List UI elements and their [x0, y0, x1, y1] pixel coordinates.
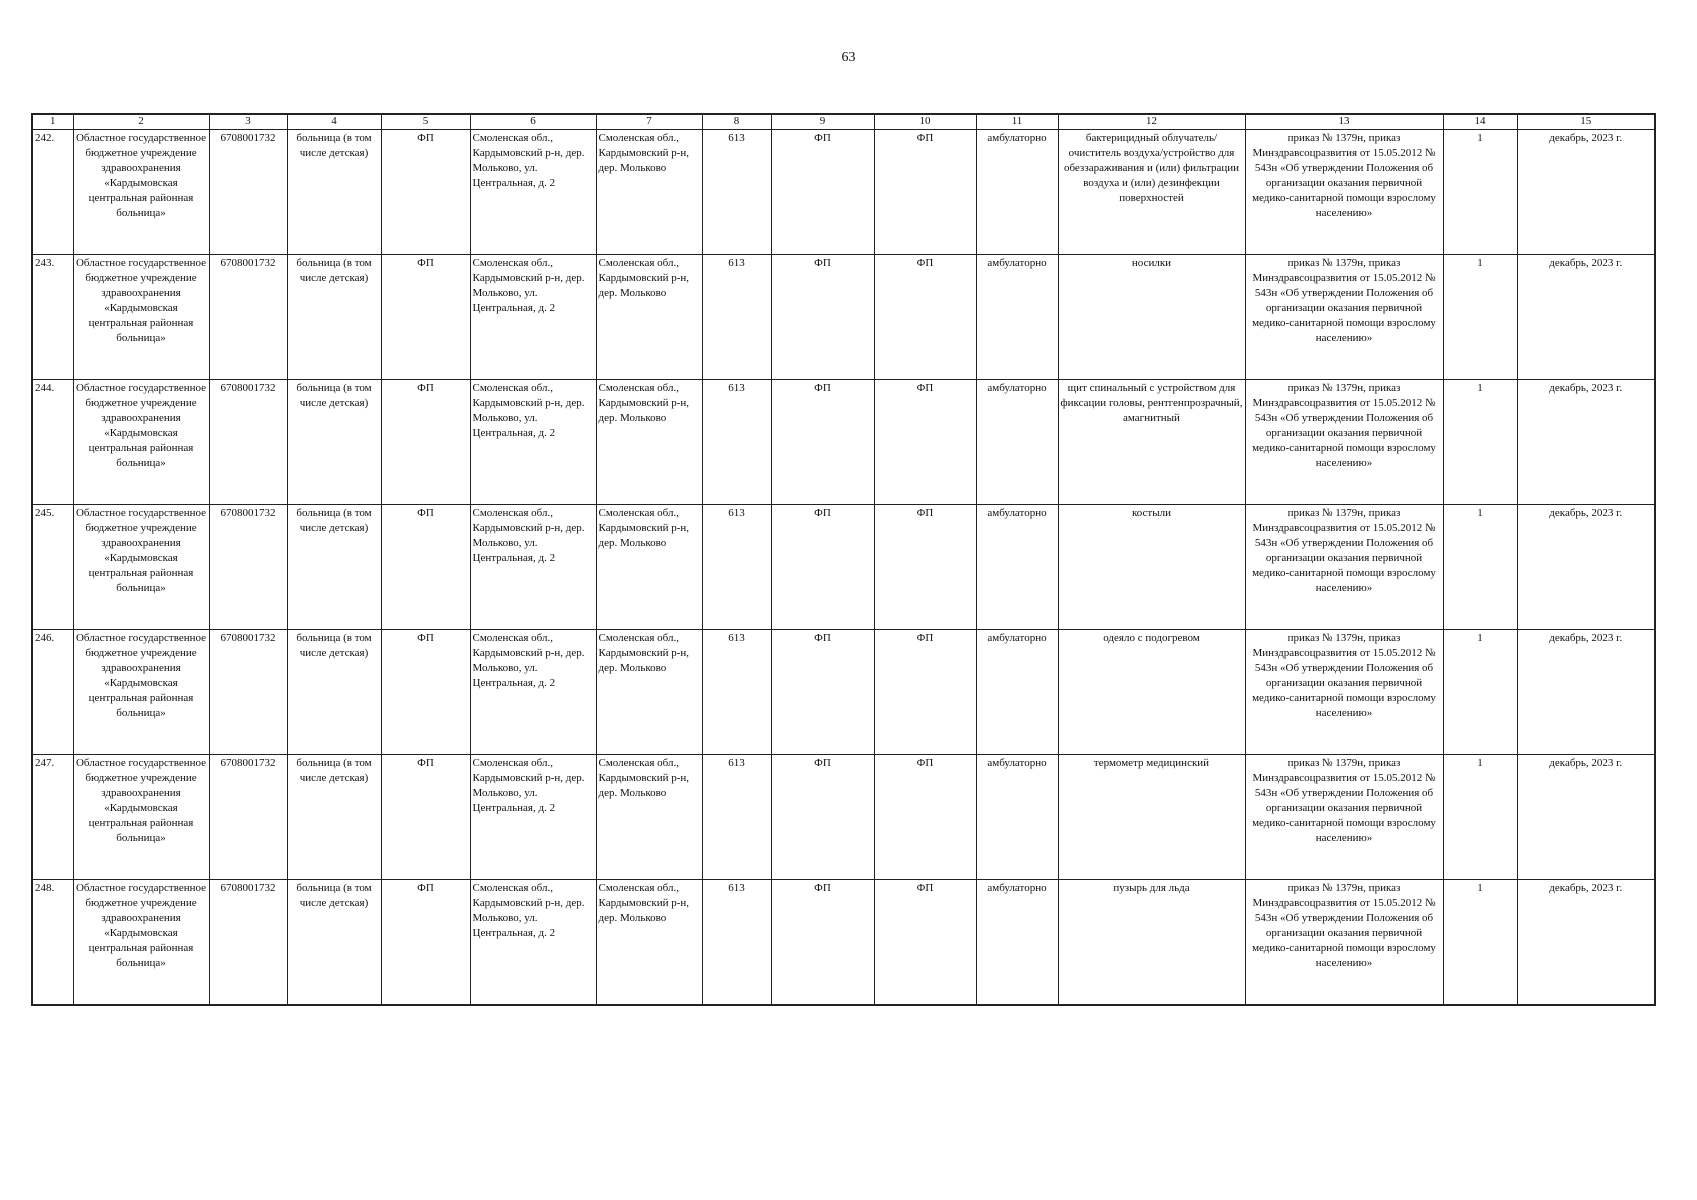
equipment-item: костыли — [1058, 505, 1245, 630]
regulation-order: приказ № 1379н, приказ Минздравсоцразвития от 15.05.2012 № 543н «Об утверждении Положения об организации оказания первичной медико-санитарной помощи взрослому населению» — [1245, 630, 1443, 755]
column-header: 8 — [702, 114, 771, 130]
code-value: 613 — [702, 130, 771, 255]
code-value: 613 — [702, 630, 771, 755]
settlement-address: Смоленская обл., Кардымовский р-н, дер. Мольково — [596, 880, 702, 1005]
code-value: 613 — [702, 755, 771, 880]
code-value: 613 — [702, 380, 771, 505]
unit-type: ФП — [771, 630, 874, 755]
delivery-date: декабрь, 2023 г. — [1517, 755, 1655, 880]
delivery-date: декабрь, 2023 г. — [1517, 505, 1655, 630]
unit-type-2: ФП — [874, 130, 976, 255]
column-header: 3 — [209, 114, 287, 130]
facility-type: больница (в том числе детская) — [287, 255, 381, 380]
organization-name: Областное государственное бюджетное учреждение здравоохранения «Кардымовская центральная районная больница» — [73, 255, 209, 380]
equipment-item: термометр медицинский — [1058, 755, 1245, 880]
column-header: 9 — [771, 114, 874, 130]
regulation-order: приказ № 1379н, приказ Минздравсоцразвития от 15.05.2012 № 543н «Об утверждении Положения об организации оказания первичной медико-санитарной помощи взрослому населению» — [1245, 505, 1443, 630]
table-row — [32, 880, 1655, 1005]
unit-code: ФП — [381, 880, 470, 1005]
table-row — [32, 255, 1655, 380]
delivery-date: декабрь, 2023 г. — [1517, 630, 1655, 755]
facility-type: больница (в том числе детская) — [287, 130, 381, 255]
unit-code: ФП — [381, 380, 470, 505]
equipment-item: пузырь для льда — [1058, 880, 1245, 1005]
unit-code: ФП — [381, 630, 470, 755]
row-number: 247. — [32, 755, 73, 880]
unit-type: ФП — [771, 380, 874, 505]
equipment-register-table — [31, 113, 1656, 1006]
code-value: 613 — [702, 880, 771, 1005]
column-header: 1 — [32, 114, 73, 130]
organization-name: Областное государственное бюджетное учреждение здравоохранения «Кардымовская центральная районная больница» — [73, 505, 209, 630]
column-header: 7 — [596, 114, 702, 130]
inn-code: 6708001732 — [209, 755, 287, 880]
table-row — [32, 755, 1655, 880]
facility-address: Смоленская обл., Кардымовский р-н, дер. Мольково, ул. Центральная, д. 2 — [470, 505, 596, 630]
facility-address: Смоленская обл., Кардымовский р-н, дер. Мольково, ул. Центральная, д. 2 — [470, 255, 596, 380]
unit-type-2: ФП — [874, 755, 976, 880]
facility-address: Смоленская обл., Кардымовский р-н, дер. Мольково, ул. Центральная, д. 2 — [470, 630, 596, 755]
quantity: 1 — [1443, 755, 1517, 880]
unit-code: ФП — [381, 130, 470, 255]
unit-type: ФП — [771, 505, 874, 630]
unit-type-2: ФП — [874, 255, 976, 380]
table-row — [32, 505, 1655, 630]
column-header: 13 — [1245, 114, 1443, 130]
facility-address: Смоленская обл., Кардымовский р-н, дер. Мольково, ул. Центральная, д. 2 — [470, 130, 596, 255]
quantity: 1 — [1443, 255, 1517, 380]
care-condition: амбулаторно — [976, 630, 1058, 755]
inn-code: 6708001732 — [209, 255, 287, 380]
quantity: 1 — [1443, 130, 1517, 255]
organization-name: Областное государственное бюджетное учреждение здравоохранения «Кардымовская центральная районная больница» — [73, 380, 209, 505]
care-condition: амбулаторно — [976, 505, 1058, 630]
table-row — [32, 630, 1655, 755]
inn-code: 6708001732 — [209, 505, 287, 630]
regulation-order: приказ № 1379н, приказ Минздравсоцразвития от 15.05.2012 № 543н «Об утверждении Положения об организации оказания первичной медико-санитарной помощи взрослому населению» — [1245, 755, 1443, 880]
organization-name: Областное государственное бюджетное учреждение здравоохранения «Кардымовская центральная районная больница» — [73, 130, 209, 255]
regulation-order: приказ № 1379н, приказ Минздравсоцразвития от 15.05.2012 № 543н «Об утверждении Положения об организации оказания первичной медико-санитарной помощи взрослому населению» — [1245, 130, 1443, 255]
settlement-address: Смоленская обл., Кардымовский р-н, дер. Мольково — [596, 630, 702, 755]
row-number: 248. — [32, 880, 73, 1005]
code-value: 613 — [702, 505, 771, 630]
unit-type-2: ФП — [874, 380, 976, 505]
facility-address: Смоленская обл., Кардымовский р-н, дер. Мольково, ул. Центральная, д. 2 — [470, 380, 596, 505]
row-number: 243. — [32, 255, 73, 380]
unit-type-2: ФП — [874, 880, 976, 1005]
delivery-date: декабрь, 2023 г. — [1517, 130, 1655, 255]
quantity: 1 — [1443, 505, 1517, 630]
inn-code: 6708001732 — [209, 130, 287, 255]
unit-type: ФП — [771, 130, 874, 255]
facility-address: Смоленская обл., Кардымовский р-н, дер. Мольково, ул. Центральная, д. 2 — [470, 755, 596, 880]
column-header: 15 — [1517, 114, 1655, 130]
care-condition: амбулаторно — [976, 755, 1058, 880]
delivery-date: декабрь, 2023 г. — [1517, 880, 1655, 1005]
care-condition: амбулаторно — [976, 380, 1058, 505]
settlement-address: Смоленская обл., Кардымовский р-н, дер. Мольково — [596, 380, 702, 505]
row-number: 246. — [32, 630, 73, 755]
column-header: 4 — [287, 114, 381, 130]
quantity: 1 — [1443, 630, 1517, 755]
unit-type-2: ФП — [874, 505, 976, 630]
row-number: 244. — [32, 380, 73, 505]
facility-type: больница (в том числе детская) — [287, 880, 381, 1005]
delivery-date: декабрь, 2023 г. — [1517, 255, 1655, 380]
equipment-item: одеяло с подогревом — [1058, 630, 1245, 755]
inn-code: 6708001732 — [209, 630, 287, 755]
settlement-address: Смоленская обл., Кардымовский р-н, дер. Мольково — [596, 755, 702, 880]
quantity: 1 — [1443, 380, 1517, 505]
unit-code: ФП — [381, 255, 470, 380]
regulation-order: приказ № 1379н, приказ Минздравсоцразвития от 15.05.2012 № 543н «Об утверждении Положения об организации оказания первичной медико-санитарной помощи взрослому населению» — [1245, 380, 1443, 505]
facility-type: больница (в том числе детская) — [287, 755, 381, 880]
equipment-item: щит спинальный с устройством для фиксации головы, рентгенпрозрачный, амагнитный — [1058, 380, 1245, 505]
column-header: 2 — [73, 114, 209, 130]
unit-type: ФП — [771, 880, 874, 1005]
inn-code: 6708001732 — [209, 380, 287, 505]
row-number: 245. — [32, 505, 73, 630]
inn-code: 6708001732 — [209, 880, 287, 1005]
quantity: 1 — [1443, 880, 1517, 1005]
regulation-order: приказ № 1379н, приказ Минздравсоцразвития от 15.05.2012 № 543н «Об утверждении Положения об организации оказания первичной медико-санитарной помощи взрослому населению» — [1245, 880, 1443, 1005]
page-number: 63 — [841, 50, 856, 65]
row-number: 242. — [32, 130, 73, 255]
care-condition: амбулаторно — [976, 880, 1058, 1005]
care-condition: амбулаторно — [976, 130, 1058, 255]
facility-address: Смоленская обл., Кардымовский р-н, дер. Мольково, ул. Центральная, д. 2 — [470, 880, 596, 1005]
organization-name: Областное государственное бюджетное учреждение здравоохранения «Кардымовская центральная районная больница» — [73, 880, 209, 1005]
settlement-address: Смоленская обл., Кардымовский р-н, дер. Мольково — [596, 255, 702, 380]
facility-type: больница (в том числе детская) — [287, 630, 381, 755]
regulation-order: приказ № 1379н, приказ Минздравсоцразвития от 15.05.2012 № 543н «Об утверждении Положения об организации оказания первичной медико-санитарной помощи взрослому населению» — [1245, 255, 1443, 380]
settlement-address: Смоленская обл., Кардымовский р-н, дер. Мольково — [596, 130, 702, 255]
column-header: 10 — [874, 114, 976, 130]
care-condition: амбулаторно — [976, 255, 1058, 380]
unit-type: ФП — [771, 255, 874, 380]
organization-name: Областное государственное бюджетное учреждение здравоохранения «Кардымовская центральная районная больница» — [73, 755, 209, 880]
unit-code: ФП — [381, 505, 470, 630]
table-row — [32, 130, 1655, 255]
column-header: 14 — [1443, 114, 1517, 130]
unit-code: ФП — [381, 755, 470, 880]
column-header: 11 — [976, 114, 1058, 130]
code-value: 613 — [702, 255, 771, 380]
unit-type: ФП — [771, 755, 874, 880]
facility-type: больница (в том числе детская) — [287, 505, 381, 630]
settlement-address: Смоленская обл., Кардымовский р-н, дер. Мольково — [596, 505, 702, 630]
organization-name: Областное государственное бюджетное учреждение здравоохранения «Кардымовская центральная районная больница» — [73, 630, 209, 755]
unit-type-2: ФП — [874, 630, 976, 755]
delivery-date: декабрь, 2023 г. — [1517, 380, 1655, 505]
column-header: 12 — [1058, 114, 1245, 130]
column-header: 6 — [470, 114, 596, 130]
equipment-item: бактерицидный облучатель/очиститель воздуха/устройство для обеззараживания и (или) фильтрации воздуха и (или) дезинфекции поверхностей — [1058, 130, 1245, 255]
table-row — [32, 380, 1655, 505]
facility-type: больница (в том числе детская) — [287, 380, 381, 505]
equipment-item: носилки — [1058, 255, 1245, 380]
column-header: 5 — [381, 114, 470, 130]
column-number-row — [32, 114, 1655, 130]
